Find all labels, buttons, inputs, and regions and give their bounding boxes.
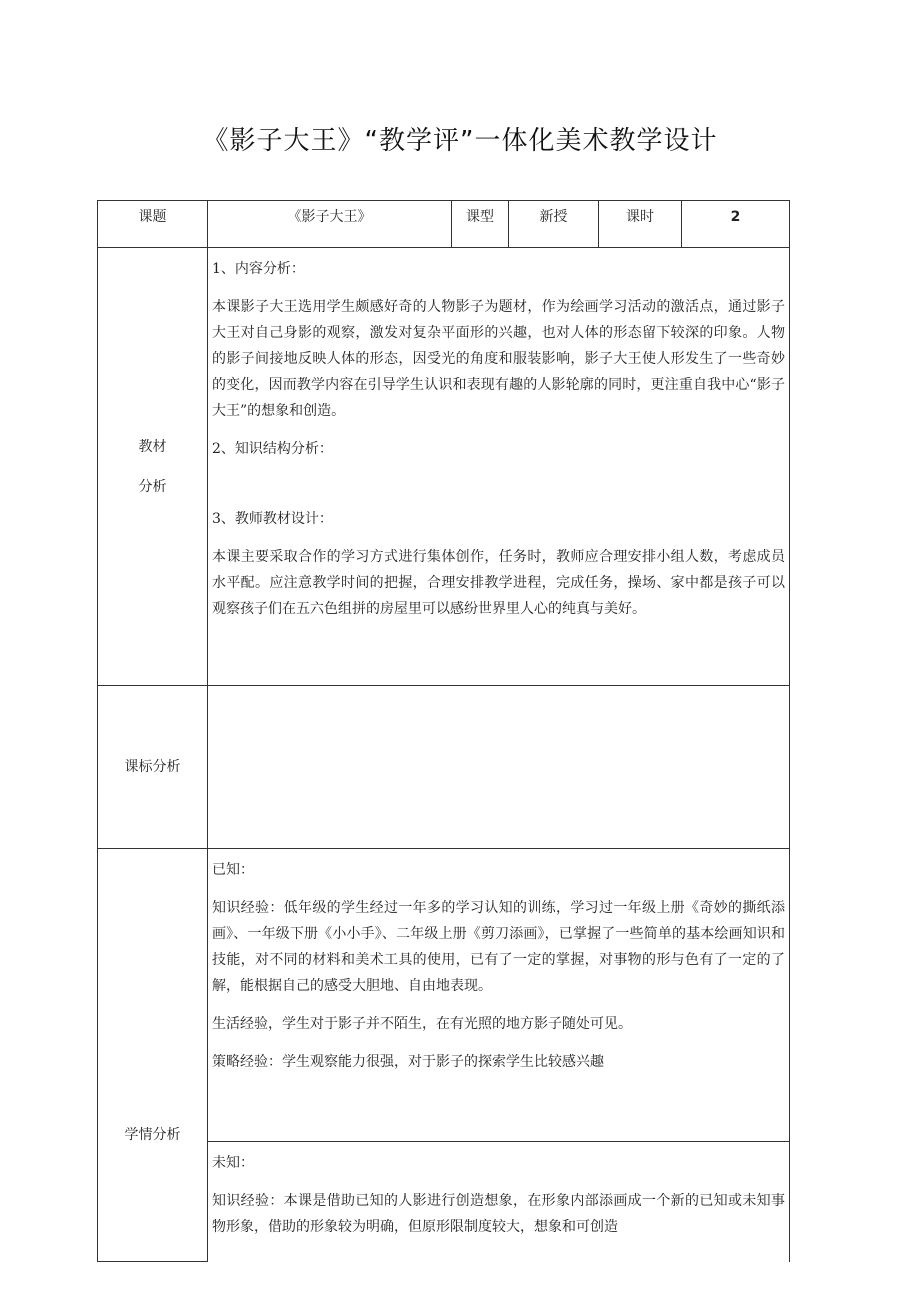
learner-unknown-content (208, 1142, 790, 1262)
unknown-heading: 未知： (212, 1155, 254, 1172)
textbook-label-line2: 分析 (138, 478, 167, 495)
curriculum-analysis-row (98, 686, 790, 849)
lesson-hours-label: 课时 (599, 201, 682, 248)
textbook-analysis-label (98, 248, 208, 686)
teacher-design-heading: 3、教师教材设计： (212, 511, 333, 527)
learner-analysis-label: 学情分析 (98, 849, 208, 1262)
lesson-type-label: 课型 (452, 201, 509, 248)
textbook-analysis-content (208, 248, 790, 686)
known-heading: 已知： (212, 862, 254, 878)
content-analysis-heading: 1、内容分析： (212, 261, 305, 277)
lesson-type-value: 新授 (509, 201, 599, 248)
known-life-text: 生活经验，学生对于影子并不陌生，在有光照的地方影子随处可见。 (212, 1016, 632, 1032)
known-knowledge-text: 知识经验：低年级的学生经过一年多的学习认知的训练，学习过一年级上册《奇妙的撕纸添画》、一年级下册《小小手》、二年级上册《剪刀添画》，已掌握了一些简单的基本绘画知识和技能，对不同的材料和美术工具的使用，已有了一定的掌握，对事物的形与色有了一定的了解，能根据自己的感受大胆地、自由地表现。 (212, 900, 785, 994)
content-analysis-text: 本课影子大王选用学生颇感好奇的人物影子为题材，作为绘画学习活动的激活点，通过影子大王对自己身影的观察，激发对复杂平面形的兴趣，也对人体的形态留下较深的印象。人物的影子间接地反映人体的形态，因受光的角度和服装影响，影子大王使人形发生了一些奇妙的变化，因而教学内容在引导学生认识和表现有趣的人影轮廓的同时，更注重自我中心“影子大王”的想象和创造。 (212, 299, 785, 419)
learner-known-content (208, 849, 790, 1142)
curriculum-analysis-content (208, 686, 790, 849)
curriculum-analysis-label: 课标分析 (98, 686, 208, 849)
page-title: 《影子大王》“教学评”一体化美术教学设计 (202, 126, 718, 156)
textbook-analysis-row (98, 248, 790, 686)
topic-label: 课题 (98, 201, 208, 248)
unknown-knowledge-text: 知识经验：本课是借助已知的人影进行创造想象，在形象内部添画成一个新的已知或未知事物形象，借助的形象较为明确，但原形限制度较大，想象和可创造 (212, 1193, 785, 1236)
lesson-hours-value: 2 (682, 201, 790, 248)
teacher-design-text: 本课主要采取合作的学习方式进行集体创作，任务时，教师应合理安排小组人数，考虑成员水平配。应注意教学时间的把握，合理安排教学进程，完成任务，操场、家中都是孩子可以观察孩子们在五六色组拼的房屋里可以感纷世界里人心的纯真与美好。 (212, 549, 785, 617)
knowledge-structure-heading: 2、知识结构分析： (212, 441, 333, 457)
header-row (98, 201, 790, 248)
textbook-label-line1: 教材 (138, 438, 167, 455)
learner-analysis-row (98, 849, 790, 1142)
known-strategy-text: 策略经验：学生观察能力很强，对于影子的探索学生比较感兴趣 (212, 1054, 604, 1070)
lesson-plan-table (97, 200, 790, 1262)
topic-value: 《影子大王》 (208, 201, 452, 248)
